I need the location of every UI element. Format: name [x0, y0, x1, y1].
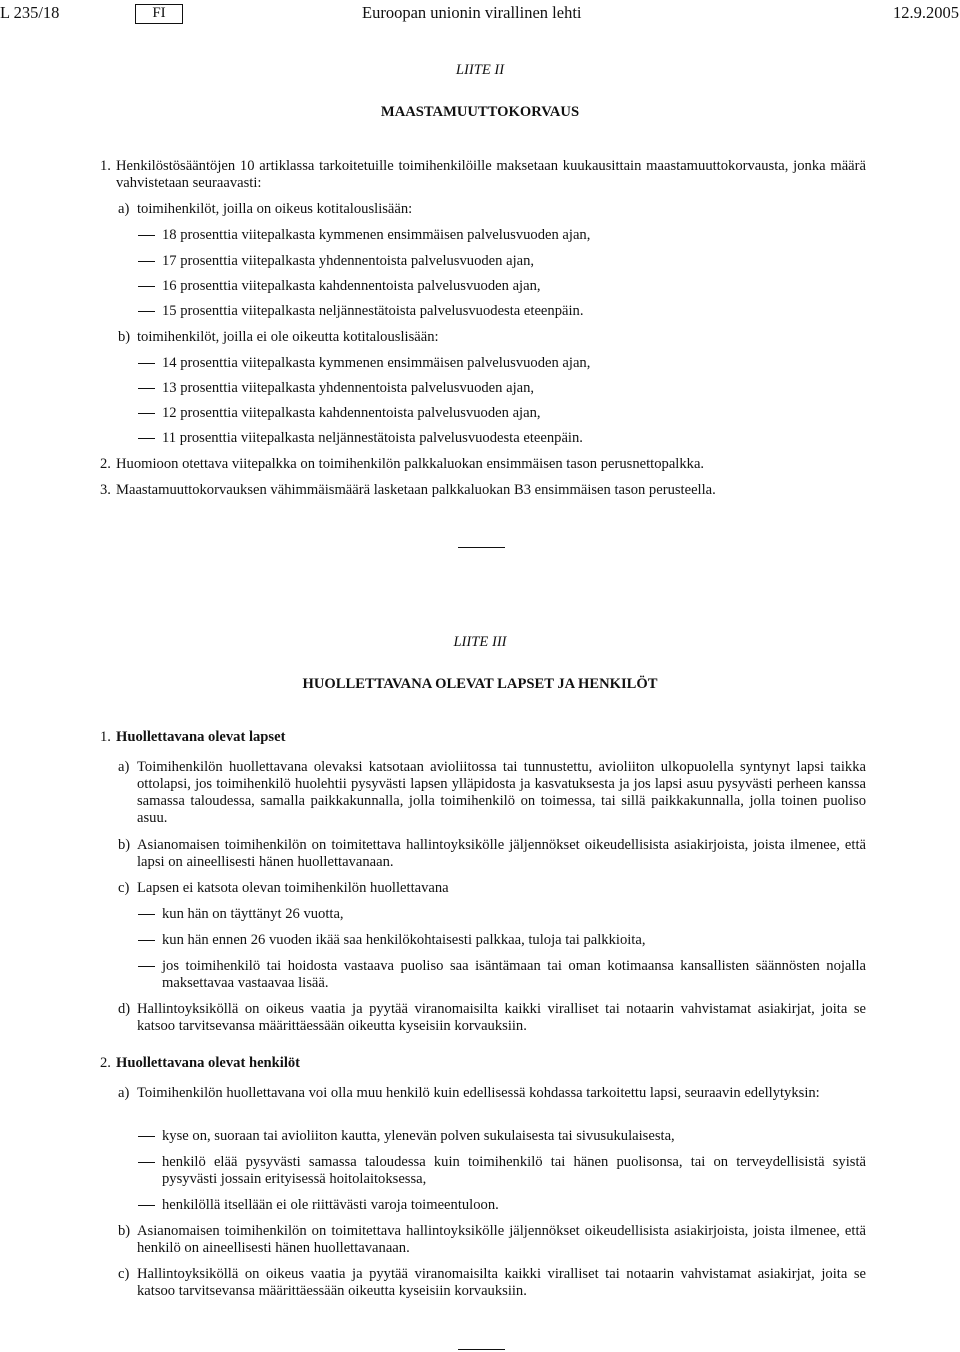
dash-mark — [138, 1205, 155, 1206]
dash-item-text: henkilöllä itsellään ei ole riittävästi varoja toimeentuloon. — [162, 1197, 499, 1213]
item-label: c) — [118, 880, 130, 896]
dash-item-text: 16 prosenttia viitepalkasta kahdennentoista palvelusvuoden ajan, — [162, 278, 541, 294]
item-text: Asianomaisen toimihenkilön on toimitettava hallintoyksikölle jäljennökset oikeudellisista asiakirjoista, joista ilmenee, että lapsi on aineellisesti hänen huollettavanaan. — [137, 837, 866, 870]
dash-mark — [138, 966, 155, 967]
annex-3-title: HUOLLETTAVANA OLEVAT LAPSET JA HENKILÖT — [302, 676, 658, 692]
dash-item — [138, 932, 866, 949]
publication-date: 12.9.2005 — [893, 3, 959, 22]
item-text: toimihenkilöt, joilla ei ole oikeutta kotitalouslisään: — [137, 329, 439, 345]
item-text: Toimihenkilön huollettavana voi olla muu henkilö kuin edellisessä kohdassa tarkoitettu lapsi, seuraavin edellytyksin: — [137, 1085, 820, 1101]
dash-item-text: jos toimihenkilö tai hoidosta vastaava puoliso saa isäntämaan tai oman kotimaansa kansallisten säännösten nojalla maksettavaa vastaavaa lisää. — [162, 958, 866, 991]
page-header — [0, 2, 960, 24]
journal-title: Euroopan unionin virallinen lehti — [362, 3, 582, 22]
paragraph-number: 2. — [100, 456, 111, 472]
dash-item — [138, 430, 866, 447]
dash-item — [138, 1197, 866, 1214]
annex-2-item-b — [118, 329, 866, 346]
annex-3-s1-item-c — [118, 880, 866, 897]
annex-2-paragraph-3 — [100, 482, 866, 499]
dash-item — [138, 303, 866, 320]
item-text: Lapsen ei katsota olevan toimihenkilön huollettavana — [137, 880, 449, 896]
annex-3-s2-item-c — [118, 1266, 866, 1300]
paragraph-number: 3. — [100, 482, 111, 498]
annex-3-s2-item-b — [118, 1223, 866, 1257]
dash-item-text: kun hän on täyttänyt 26 vuotta, — [162, 906, 344, 922]
paragraph-text: Henkilöstösääntöjen 10 artiklassa tarkoitetuille toimihenkilöille maksetaan kuukausittain maastamuuttokorvausta, jonka määrä vahvistetaan seuraavasti: — [116, 158, 866, 191]
dash-mark — [138, 413, 155, 414]
item-label: a) — [118, 1085, 130, 1101]
annex-2-paragraph-2 — [100, 456, 866, 473]
section-number: 2. — [100, 1055, 111, 1071]
dash-mark — [138, 235, 155, 236]
annex-3-number: LIITE III — [453, 634, 507, 650]
dash-item-text: 14 prosenttia viitepalkasta kymmenen ensimmäisen palvelusvuoden ajan, — [162, 355, 591, 371]
dash-mark — [138, 261, 155, 262]
dash-item-text: henkilö elää pysyvästi samassa taloudessa kuin toimihenkilö tai hänen puolisonsa, tai on terveydellisistä syistä pysyvästi jossain erityisessä hoitolaitoksessa, — [162, 1154, 866, 1187]
dash-item — [138, 405, 866, 422]
dash-item-text: 13 prosenttia viitepalkasta yhdennentoista palvelusvuoden ajan, — [162, 380, 535, 396]
dash-mark — [138, 363, 155, 364]
dash-item — [138, 253, 866, 270]
item-text: Hallintoyksiköllä on oikeus vaatia ja pyytää viranomaisilta kaikki viralliset tai notaarin vahvistamat asiakirjat, joita se katsoo tarvitsevansa määrittäessään oikeutta kyseisiin korvauksiin. — [137, 1266, 866, 1299]
section-title: Huollettavana olevat henkilöt — [116, 1055, 301, 1071]
dash-item — [138, 227, 866, 244]
item-label: b) — [118, 1223, 131, 1239]
annex-2-item-a — [118, 201, 866, 218]
annex-2-paragraph-1 — [100, 158, 866, 192]
annex-3-s1-item-d — [118, 1001, 866, 1035]
item-text: Hallintoyksiköllä on oikeus vaatia ja pyytää viranomaisilta kaikki viralliset tai notaarin vahvistamat asiakirjat, joita se katsoo tarvitsevansa määrittäessään oikeutta kyseisiin korvauksiin. — [137, 1001, 866, 1034]
dash-item-text: 12 prosenttia viitepalkasta kahdennentoista palvelusvuoden ajan, — [162, 405, 541, 421]
annex-2-title: MAASTAMUUTTOKORVAUS — [380, 104, 580, 120]
item-label: d) — [118, 1001, 131, 1017]
item-label: b) — [118, 837, 131, 853]
annex-3-s2-item-a — [118, 1085, 866, 1102]
item-text: toimihenkilöt, joilla on oikeus kotitalouslisään: — [137, 201, 413, 217]
dash-mark — [138, 914, 155, 915]
annex-3-s1-item-b — [118, 837, 866, 871]
dash-item — [138, 958, 866, 992]
dash-item — [138, 906, 866, 923]
section-title: Huollettavana olevat lapset — [116, 729, 286, 745]
dash-mark — [138, 286, 155, 287]
page-reference: L 235/18 — [0, 3, 60, 22]
dash-item — [138, 278, 866, 295]
section-separator — [458, 547, 505, 548]
dash-mark — [138, 1136, 155, 1137]
item-text: Asianomaisen toimihenkilön on toimitettava hallintoyksikölle jäljennökset oikeudellisista asiakirjoista, joista ilmenee, että henkilö on aineellisesti hänen huollettavanaan. — [137, 1223, 866, 1256]
dash-item — [138, 1154, 866, 1188]
paragraph-text: Maastamuuttokorvauksen vähimmäismäärä lasketaan palkkaluokan B3 ensimmäisen tason perusteella. — [116, 482, 716, 498]
language-badge: FI — [135, 4, 183, 24]
dash-mark — [138, 388, 155, 389]
dash-item-text: kyse on, suoraan tai avioliiton kautta, ylenevän polven sukulaisesta tai sivusukulaisesta, — [162, 1128, 675, 1144]
item-label: b) — [118, 329, 131, 345]
paragraph-number: 1. — [100, 158, 111, 174]
dash-mark — [138, 1162, 155, 1163]
dash-item-text: 17 prosenttia viitepalkasta yhdennentoista palvelusvuoden ajan, — [162, 253, 535, 269]
dash-item-text: 15 prosenttia viitepalkasta neljännestätoista palvelusvuodesta eteenpäin. — [162, 303, 584, 319]
section-separator — [458, 1349, 505, 1350]
dash-item — [138, 355, 866, 372]
item-label: a) — [118, 759, 130, 775]
section-number: 1. — [100, 729, 111, 745]
dash-item-text: 11 prosenttia viitepalkasta neljännestätoista palvelusvuodesta eteenpäin. — [162, 430, 583, 446]
item-label: a) — [118, 201, 130, 217]
dash-item — [138, 1128, 866, 1145]
dash-mark — [138, 311, 155, 312]
dash-mark — [138, 940, 155, 941]
dash-item-text: 18 prosenttia viitepalkasta kymmenen ensimmäisen palvelusvuoden ajan, — [162, 227, 591, 243]
item-text: Toimihenkilön huollettavana olevaksi katsotaan avioliitossa tai tunnustettu, avioliiton ulkopuolella syntynyt lapsi taikka ottolapsi, jos toimihenkilö huolehtii pysyvästi lapsen ylläpidosta ja kasvatuksesta ja jos lapsi asuu pysyvästi perheen kanssa samassa taloudessa, samalla paikkakunnalla, jolla toimihenkilö on toimessa, tai sillä paikkakunnalla, jolla toinen puoliso asuu. — [137, 759, 866, 826]
paragraph-text: Huomioon otettava viitepalkka on toimihenkilön palkkaluokan ensimmäisen tason perusnettopalkka. — [116, 456, 705, 472]
annex-3-section-1-heading — [100, 729, 866, 746]
annex-2-number: LIITE II — [455, 62, 505, 78]
annex-3-s1-item-a — [118, 759, 866, 827]
annex-3-section-2-heading — [100, 1055, 866, 1072]
item-label: c) — [118, 1266, 130, 1282]
dash-item-text: kun hän ennen 26 vuoden ikää saa henkilökohtaisesti palkkaa, tuloja tai palkkioita, — [162, 932, 646, 948]
dash-item — [138, 380, 866, 397]
dash-mark — [138, 438, 155, 439]
